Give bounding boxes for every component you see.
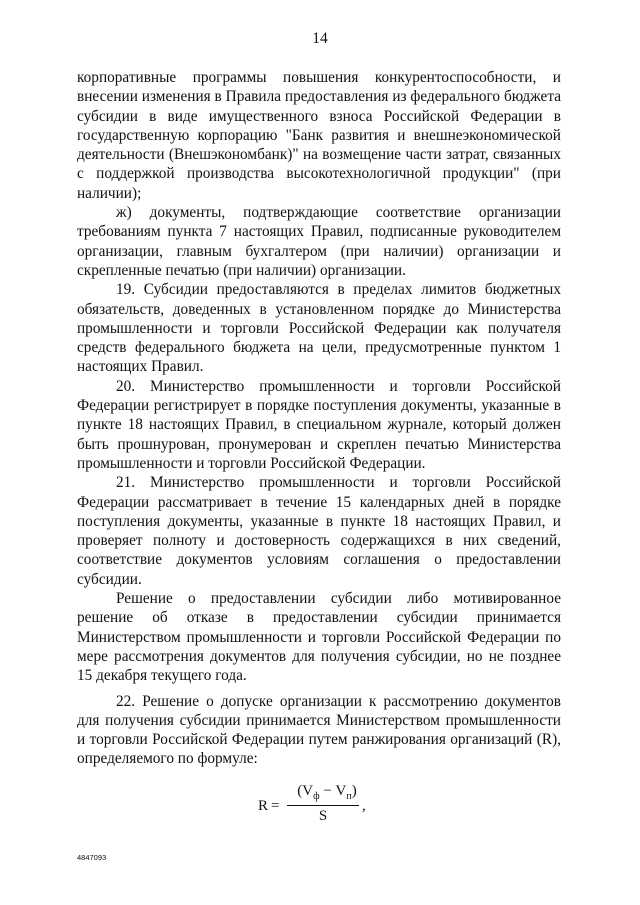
paragraph-19: 19. Субсидии предоставляются в пределах лимитов бюджетных обязательств, доведенных в установленном порядке до Министерства промышленности и торговли Российской Федерации как получателя средств федерального бюджета на цели, предусмотренные пунктом 1 настоящих Правил. xyxy=(77,281,561,376)
document-body xyxy=(77,68,561,769)
paragraph-decision: Решение о предоставлении субсидии либо мотивированное решение об отказе в предоставлении субсидии принимается Министерством промышленности и торговли Российской Федерации по мере рассмотрения документов для получения субсидии, но не позднее 15 декабря текущего года. xyxy=(77,590,561,685)
formula-v2: V xyxy=(335,783,347,799)
formula-minus: − xyxy=(323,783,332,799)
formula-lhs: R xyxy=(258,798,269,814)
formula-sub-p: п xyxy=(346,791,352,802)
paragraph-continuation: корпоративные программы повышения конкурентоспособности, и внесении изменения в Правила предоставления из федерального бюджета субсидии в виде имущественного взноса Российской Федерации в государственную корпорацию "Банк развития и внешнеэкономической деятельности (Внешэкономбанк)" на возмещение части затрат, связанных с поддержкой производства высокотехнологичной продукции" (при наличии); xyxy=(77,69,561,202)
formula-equals: = xyxy=(271,798,280,814)
formula-sub-f: ф xyxy=(313,791,320,802)
formula-fraction-bar xyxy=(287,805,359,806)
page-number: 14 xyxy=(312,30,328,47)
document-code: 4847093 xyxy=(77,853,107,862)
paragraph-20: 20. Министерство промышленности и торговли Российской Федерации регистрирует в порядке поступления документы, указанные в пункте 18 настоящих Правил, в специальном журнале, который должен быть прошнурован, пронумерован и скреплен печатью Министерства промышленности и торговли Российской Федерации. xyxy=(77,377,561,472)
paragraph-item-zh: ж) документы, подтверждающие соответствие организации требованиям пункта 7 настоящих Правил, подписанные руководителем организации, главным бухгалтером (при наличии) организации и скрепленные печатью (при наличии) организации. xyxy=(77,204,561,279)
formula-numerator: $(V_ф - V_п)$ xyxy=(297,783,357,802)
paragraph-22: 22. Решение о допуске организации к рассмотрению документов для получения субсидии принимается Министерством промышленности и торговли Российской Федерации путем ранжирования организаций (R), определяемого по формуле: xyxy=(77,692,561,768)
ranking-formula xyxy=(0,780,640,830)
formula-denominator: S xyxy=(318,808,328,824)
paragraph-21: 21. Министерство промышленности и торговли Российской Федерации рассматривает в течение 15 календарных дней в порядке поступления документы, указанные в пункте 18 настоящих Правил, и проверяет полноту и достоверность содержащихся в них сведений, соответствие документов условиям соглашения о предоставлении субсидии. xyxy=(77,474,561,588)
formula-comma: , xyxy=(362,798,366,814)
formula-v1: V xyxy=(302,783,314,799)
